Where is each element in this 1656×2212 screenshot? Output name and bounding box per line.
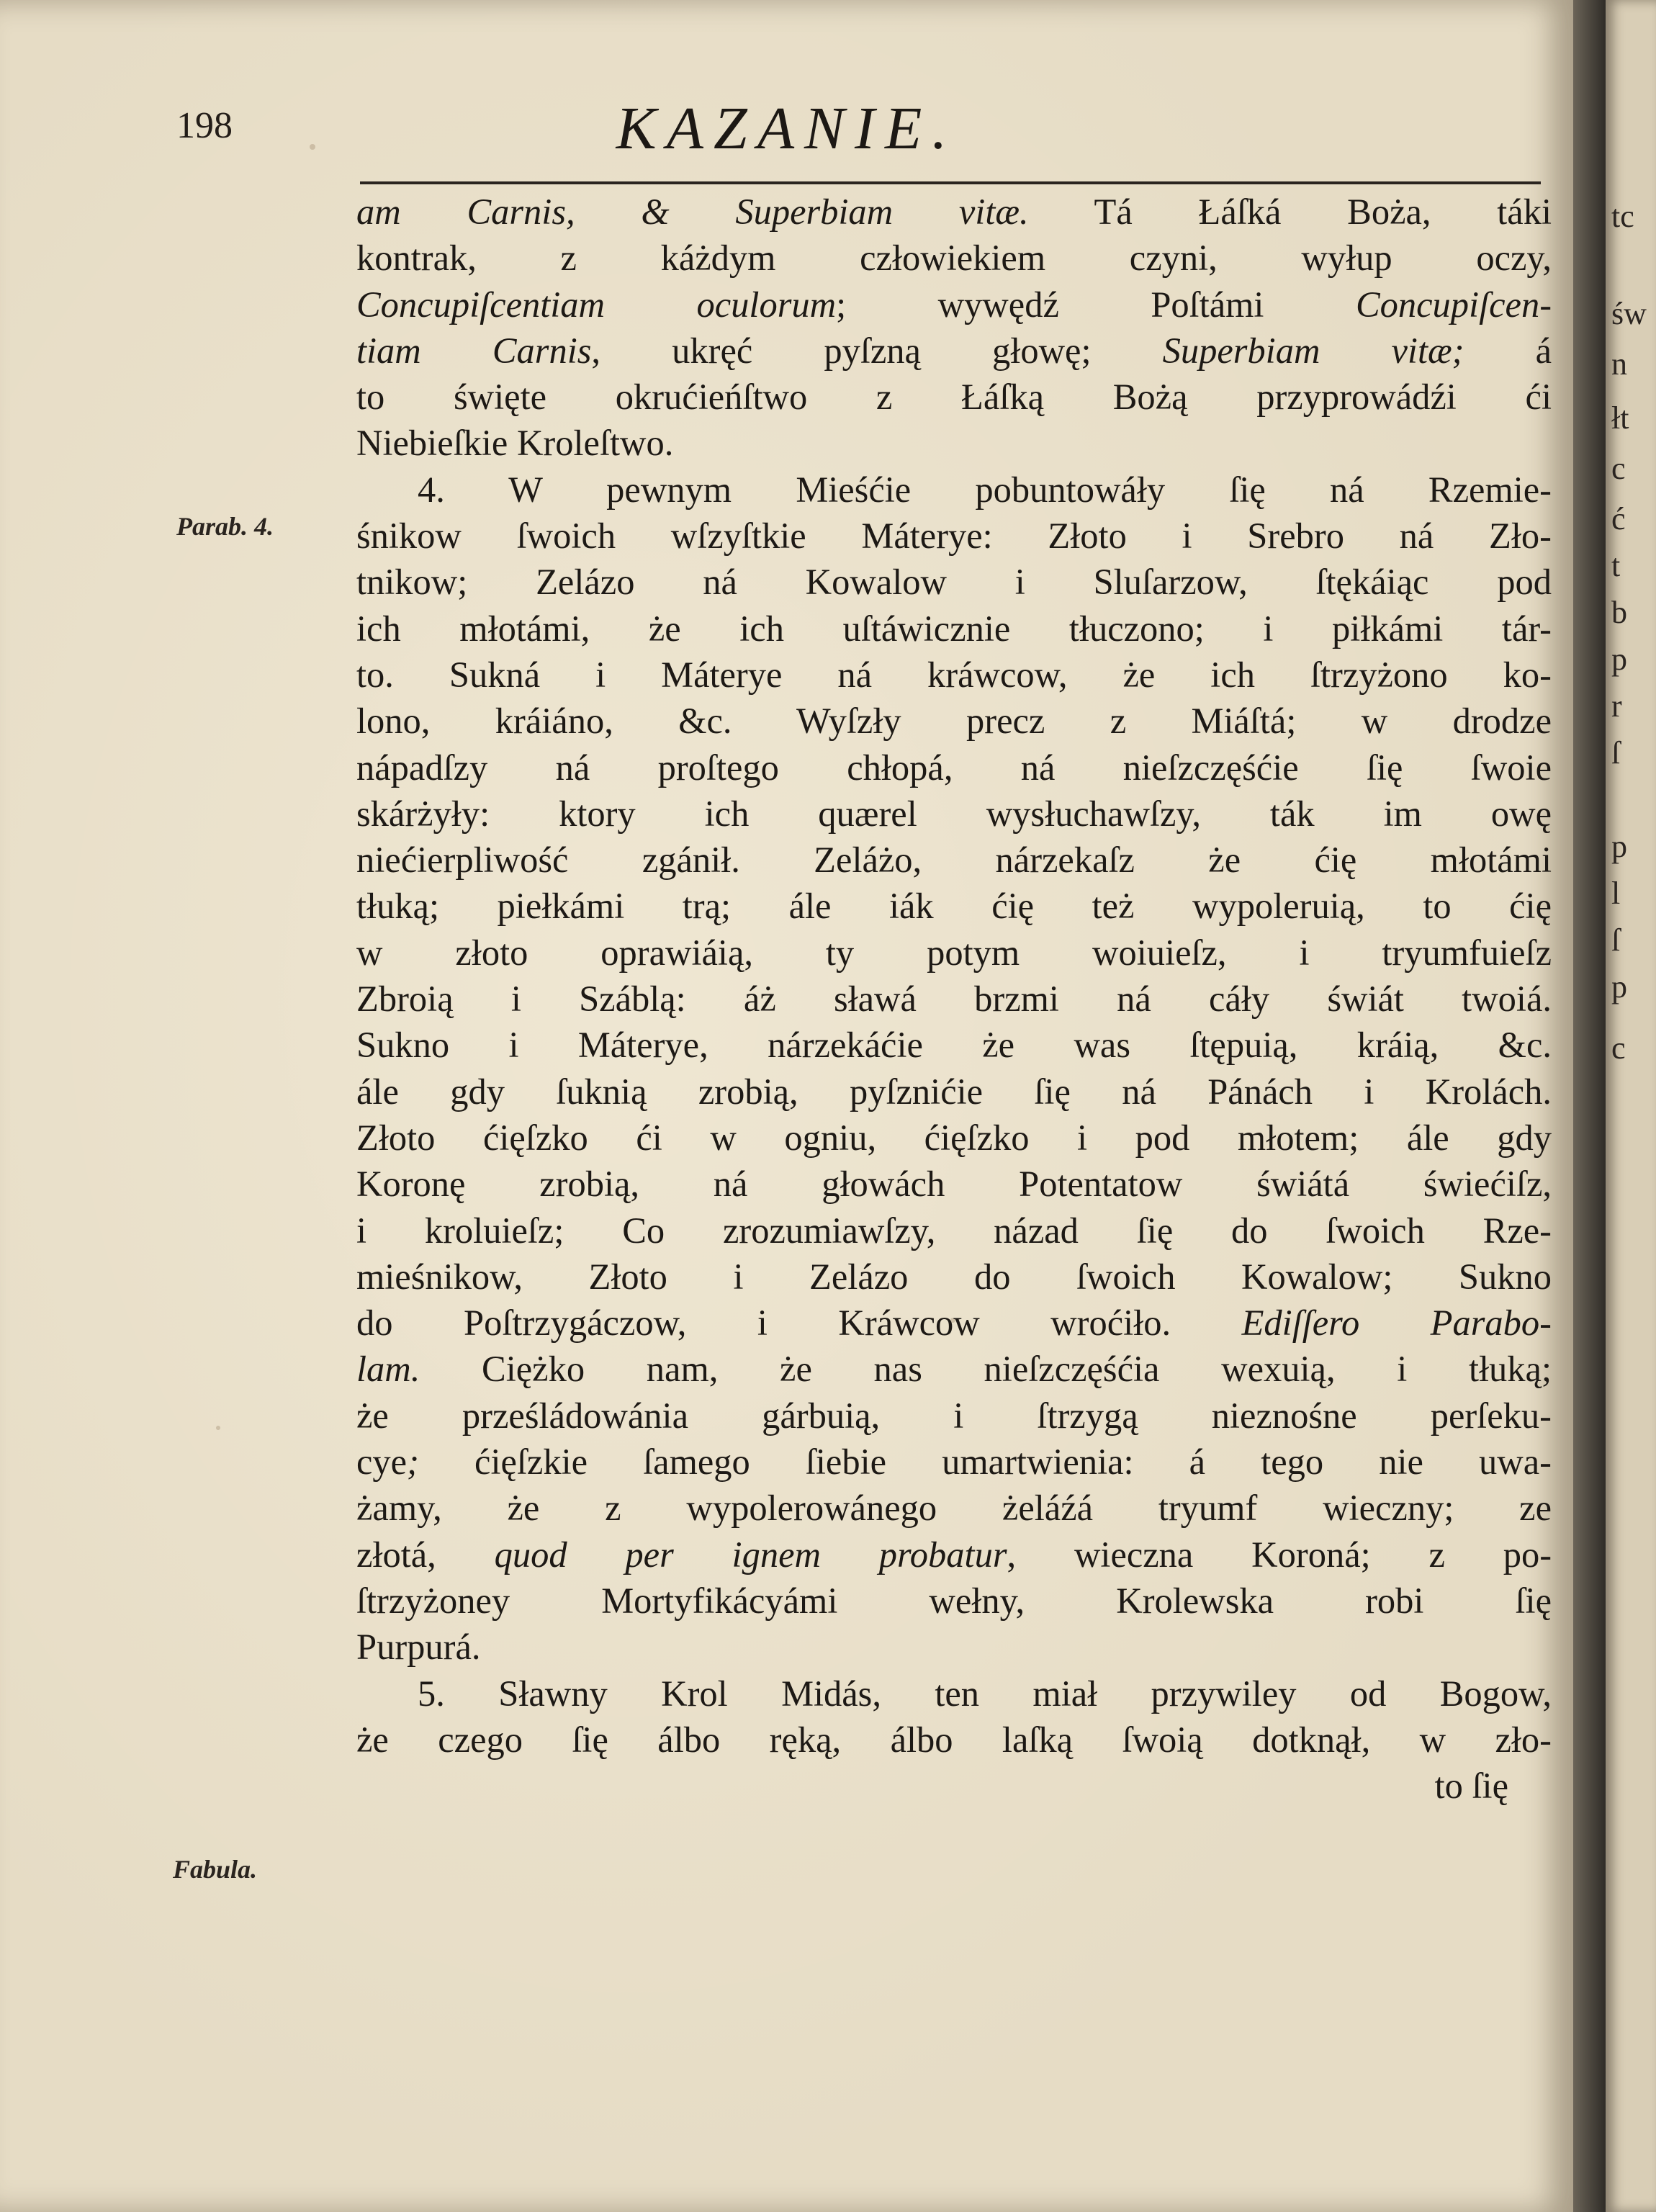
adjacent-page-fragment: p [1611,829,1627,864]
text-line: kontrak, z káżdym człowiekiem czyni, wyłup oczy, [356,238,1552,279]
text-line [356,1439,1552,1485]
paragraph-start: 4. W pewnym Mieśćie pobuntowáły ſię ná Rzemie- [418,469,1552,510]
adjacent-page-fragment: ć [1611,501,1626,536]
text-span: złotá, [356,1534,495,1575]
text-span: Tá Łáſká Boża, táki [1028,192,1552,232]
latin-phrase: Superbiam vitæ; [1162,330,1464,371]
text-span: ; wywędź Poſtámi [836,284,1356,325]
text-line: lono, kráiáno, &c. Wyſzły precz z Miáſtá; w drodze [356,701,1552,742]
catchword: to ſię [1434,1766,1508,1807]
adjacent-page-fragment: tc [1611,199,1634,234]
text-line [356,282,1552,328]
page-number: 198 [176,105,233,146]
adjacent-page-fragment: ſ [1611,922,1621,958]
latin-phrase: am Carnis, & Superbiam vitæ. [356,192,1029,232]
adjacent-page-fragment: b [1611,595,1627,630]
text-span: do Poſtrzygáczow, i Kráwcow wroćiło. [356,1303,1242,1344]
text-line: żamy, że z wypolerowánego żeláźá tryumf wieczny; ze [356,1488,1552,1529]
text-line: to święte okrućieńſtwo z Łáſką Bożą przyprowádźi ći [356,377,1552,418]
adjacent-page-edge [1606,0,1656,2212]
text-line: ále gdy ſuknią zrobią, pyſznićie ſię ná Pánách i Krolách. [356,1071,1552,1112]
adjacent-page-fragment: c [1611,1030,1626,1066]
text-line: skárżyły: ktory ich quærel wysłuchawſzy, ták im owę [356,793,1552,834]
adjacent-page-fragment: ſ [1611,735,1621,770]
text-span: cye [356,1442,408,1483]
text-line: i kroluieſz; Co zrozumiawſzy, názad ſię do ſwoich Rze- [356,1210,1552,1251]
adjacent-page-fragment: św [1611,296,1647,331]
text-line: nápadſzy ná proſtego chłopá, ná nieſzczęśćie ſię ſwoie [356,747,1552,788]
text-line: niećierpliwość zgánił. Zeláżo, nárzekaſz że ćię młotámi [356,840,1552,881]
latin-phrase: Concupiſcen- [1355,284,1552,325]
text-span: , wieczna Koroná; z po- [1007,1534,1552,1575]
text-line: mieśnikow, Złoto i Zelázo do ſwoich Kowalow; Sukno [356,1256,1552,1297]
text-line [356,328,1552,374]
paper-spot [216,1426,220,1430]
latin-phrase: quod per ignem probatur [494,1534,1007,1575]
paragraph-start: 5. Sławny Krol Midás, ten miał przywiley od Bogow, [418,1673,1552,1714]
text-line: śnikow ſwoich wſzyſtkie Máterye: Złoto i Srebro ná Zło- [356,516,1552,557]
text-line [356,1346,1552,1392]
adjacent-page-fragment: łt [1611,400,1629,436]
text-line: to. Sukná i Máterye ná kráwcow, że ich ſtrzyżono ko- [356,654,1552,695]
text-span: , ukręć pyſzną głowę; [591,330,1163,371]
sermon-text [356,189,1552,1809]
margin-note-fable: Fabula. [173,1855,258,1884]
book-gutter [1573,0,1606,2212]
text-line [356,189,1552,235]
margin-note-parable: Parab. 4. [176,512,274,541]
text-span: á [1464,330,1552,371]
text-line: ich młotámi, że ich uſtáwicznie tłuczono; i piłkámi tár- [356,608,1552,649]
adjacent-page-fragment: l [1611,876,1621,911]
text-line: ſtrzyżoney Mortyfikácyámi wełny, Krolewska robi ſię [356,1580,1552,1621]
text-line: Koronę zrobią, ná głowách Potentatow świátá świećiſz, [356,1164,1552,1205]
latin-phrase: lam. [356,1349,420,1390]
text-line: w złoto oprawiáią, ty potym woiuieſz, i tryumfuieſz [356,932,1552,973]
adjacent-page-fragment: n [1611,346,1627,382]
latin-phrase: Ediſſero Parabo- [1241,1303,1552,1344]
text-line: Niebieſkie Kroleſtwo. [356,423,674,464]
text-line [356,1300,1552,1346]
adjacent-page-fragment: t [1611,548,1621,583]
text-line: że czego ſię álbo ręką, álbo laſką ſwoią dotknął, w zło- [356,1719,1552,1760]
adjacent-page-fragment: p [1611,642,1627,677]
text-line: Zbroią i Száblą: áż sławá brzmi ná cáły świát twoiá. [356,979,1552,1020]
running-head: KAZANIE. [616,95,958,162]
latin-phrase: ; [407,1442,419,1483]
text-line: tłuką; piełkámi trą; ále iák ćię też wypoleruią, to ćię [356,886,1552,927]
adjacent-page-fragment: p [1611,969,1627,1004]
text-span: ćięſzkie ſamego ſiebie umartwienia: á tego nie uwa- [418,1442,1552,1483]
latin-phrase: Concupiſcentiam oculorum [356,284,837,325]
text-line: Sukno i Máterye, nárzekáćie że was ſtępuią, kráią, &c. [356,1025,1552,1066]
header-rule [360,181,1541,184]
latin-phrase: tiam Carnis [356,330,592,371]
adjacent-page-fragment: c [1611,451,1626,486]
text-line: że prześládowánia gárbuią, i ſtrzygą nieznośne perſeku- [356,1395,1552,1436]
text-line: Purpurá. [356,1627,481,1668]
text-span: Ciężko nam, że nas nieſzczęśćia wexuią, i tłuką; [420,1349,1552,1390]
text-line: Złoto ćięſzko ći w ogniu, ćięſzko i pod młotem; ále gdy [356,1117,1552,1158]
text-line: tnikow; Zelázo ná Kowalow i Sluſarzow, ſtękáiąc pod [356,562,1552,603]
adjacent-page-fragment: r [1611,688,1622,724]
text-line [356,1532,1552,1578]
